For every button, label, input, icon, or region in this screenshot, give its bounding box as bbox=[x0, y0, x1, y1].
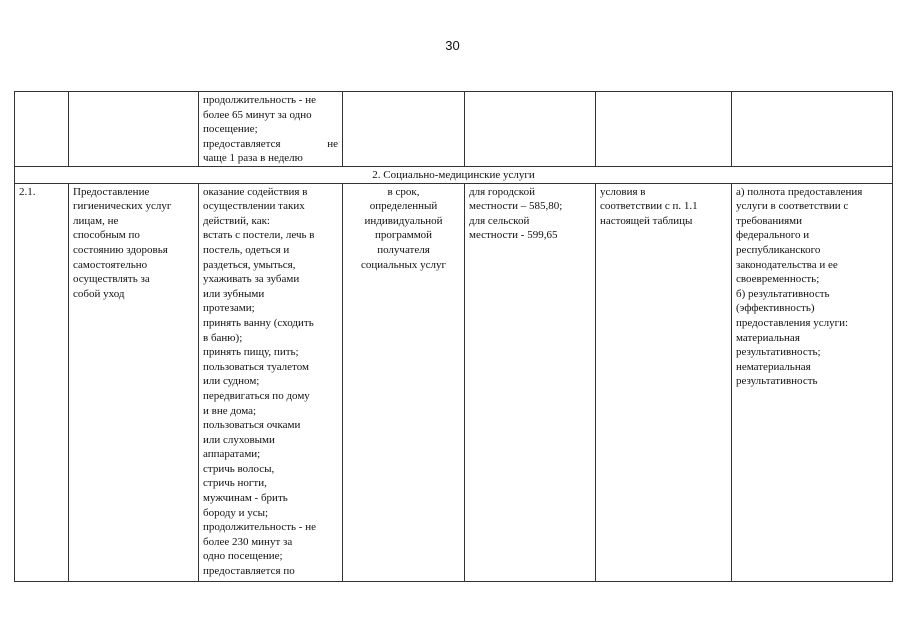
text-line: предоставляется по bbox=[203, 565, 295, 578]
cell-name-cont bbox=[69, 92, 199, 167]
text-line: или судном; bbox=[203, 375, 260, 388]
text-line: осуществлять за bbox=[73, 273, 150, 286]
section-row bbox=[15, 167, 893, 184]
text-line: посещение; bbox=[203, 123, 258, 136]
table-row bbox=[15, 183, 893, 581]
section-title: 2. Социально-медицинские услуги bbox=[15, 167, 893, 184]
text-line: республиканского bbox=[736, 243, 821, 256]
text-line: индивидуальной bbox=[364, 214, 443, 227]
text-line: результативность bbox=[736, 375, 818, 388]
text-line: получателя bbox=[377, 243, 430, 256]
text-line-justified bbox=[203, 137, 338, 152]
cell-term-cont bbox=[343, 92, 465, 167]
text-line: своевременность; bbox=[736, 273, 820, 286]
text-line: продолжительность - не bbox=[203, 94, 316, 106]
text-line: Предоставление bbox=[73, 185, 150, 198]
text-line: законодательства и ее bbox=[736, 258, 838, 271]
text-line: в срок, bbox=[387, 185, 420, 198]
text-line: федерального и bbox=[736, 229, 810, 242]
text-line: местности - 599,65 bbox=[469, 229, 558, 242]
text-line: в баню); bbox=[203, 331, 243, 344]
continued-row bbox=[15, 92, 893, 167]
text-line: гигиенических услуг bbox=[73, 200, 172, 213]
text-line: а) полнота предоставления bbox=[736, 185, 863, 198]
text-line: способным по bbox=[73, 229, 140, 242]
cell-price bbox=[465, 183, 596, 581]
text-line: стричь ногти, bbox=[203, 477, 267, 490]
text-line: услуги в соответствии с bbox=[736, 200, 849, 213]
text-line: принять пищу, пить; bbox=[203, 346, 299, 359]
text-line: раздеться, умыться, bbox=[203, 258, 296, 271]
word: не bbox=[327, 137, 338, 150]
text-line: для сельской bbox=[469, 214, 530, 227]
text-line: или слуховыми bbox=[203, 433, 275, 446]
text-line: и вне дома; bbox=[203, 404, 257, 417]
text-line: результативность; bbox=[736, 346, 821, 359]
text-line: ухаживать за зубами bbox=[203, 273, 300, 286]
text-line: самостоятельно bbox=[73, 258, 148, 271]
cell-name bbox=[69, 183, 199, 581]
text-line: условия в bbox=[600, 185, 646, 198]
text-line: пользоваться туалетом bbox=[203, 360, 309, 373]
text-line: оказание содействия в bbox=[203, 185, 308, 198]
text-line: бороду и усы; bbox=[203, 506, 269, 519]
text-line: одно посещение; bbox=[203, 550, 283, 563]
cell-term bbox=[343, 183, 465, 581]
cell-conditions-cont bbox=[596, 92, 732, 167]
services-table bbox=[14, 91, 893, 582]
text-line: или зубными bbox=[203, 287, 265, 300]
text-line: лицам, не bbox=[73, 214, 119, 227]
text-line: продолжительность - не bbox=[203, 521, 316, 534]
text-line: предоставления услуги: bbox=[736, 316, 849, 329]
text-line: материальная bbox=[736, 331, 800, 344]
cell-content bbox=[199, 183, 343, 581]
text-line: постель, одеться и bbox=[203, 243, 290, 256]
text-line: для городской bbox=[469, 185, 535, 198]
cell-quality bbox=[732, 183, 893, 581]
text-line: требованиями bbox=[736, 214, 803, 227]
text-line: собой уход bbox=[73, 287, 125, 300]
cell-quality-cont bbox=[732, 92, 893, 167]
text-line: чаще 1 раза в неделю bbox=[203, 152, 303, 165]
text-line: нематериальная bbox=[736, 360, 811, 373]
text-line: более 230 минут за bbox=[203, 535, 293, 548]
text-line: аппаратами; bbox=[203, 448, 261, 461]
cell-num-cont bbox=[15, 92, 69, 167]
text-line: (эффективность) bbox=[736, 302, 815, 315]
cell-content-cont bbox=[199, 92, 343, 167]
text-line: соответствии с п. 1.1 bbox=[600, 200, 698, 213]
text-line: б) результативность bbox=[736, 287, 830, 300]
text-line: состоянию здоровья bbox=[73, 243, 168, 256]
text-line: пользоваться очками bbox=[203, 419, 301, 432]
page-number: 30 bbox=[445, 38, 460, 53]
word: предоставляется bbox=[203, 137, 281, 150]
text-line: встать с постели, лечь в bbox=[203, 229, 315, 242]
text-line: настоящей таблицы bbox=[600, 214, 693, 227]
text-line: принять ванну (сходить bbox=[203, 316, 314, 329]
text-line: программой bbox=[374, 229, 433, 242]
text-line: мужчинам - брить bbox=[203, 492, 288, 505]
text-line: действий, как: bbox=[203, 214, 270, 227]
text-line: социальных услуг bbox=[360, 258, 447, 271]
text-line: определенный bbox=[369, 200, 438, 213]
cell-conditions bbox=[596, 183, 732, 581]
cell-price-cont bbox=[465, 92, 596, 167]
text-line: осуществлении таких bbox=[203, 200, 305, 213]
text-line: местности – 585,80; bbox=[469, 200, 563, 213]
text-line: передвигаться по дому bbox=[203, 389, 310, 402]
text-line: протезами; bbox=[203, 302, 255, 315]
cell-num: 2.1. bbox=[15, 183, 69, 581]
text-line: стричь волосы, bbox=[203, 462, 275, 475]
text-line: более 65 минут за одно bbox=[203, 108, 312, 121]
